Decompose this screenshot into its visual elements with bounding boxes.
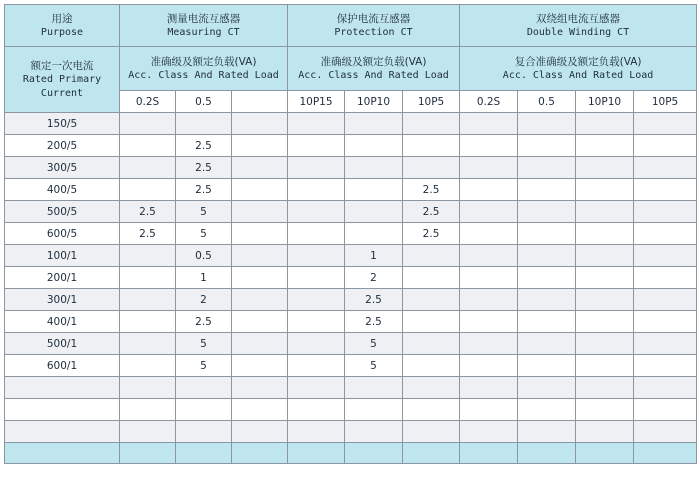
- load-value-cell: [232, 267, 288, 289]
- rated-current-cell: 100/1: [5, 245, 120, 267]
- load-value-cell: [634, 201, 697, 223]
- load-value-cell: 2.5: [176, 311, 232, 333]
- subcol-header: 0.2S: [120, 91, 176, 113]
- load-value-cell: 2: [176, 289, 232, 311]
- group-double-en: Double Winding CT: [526, 26, 630, 38]
- load-value-cell: [120, 135, 176, 157]
- load-value-cell: [288, 399, 345, 421]
- rated-current-cn: 额定一次电流: [30, 59, 94, 72]
- table-row: [5, 355, 697, 377]
- load-value-cell: [288, 113, 345, 135]
- load-value-cell: [576, 245, 634, 267]
- purpose-cn: 用途: [51, 12, 73, 25]
- load-value-cell: 5: [176, 201, 232, 223]
- group-double-winding: [460, 5, 697, 47]
- load-value-cell: [232, 223, 288, 245]
- rated-current-en2: Current: [40, 87, 84, 99]
- subcol-header: 10P5: [403, 91, 460, 113]
- load-value-cell: [232, 113, 288, 135]
- load-value-cell: [634, 421, 697, 443]
- load-value-cell: [345, 399, 403, 421]
- load-value-cell: [176, 421, 232, 443]
- load-value-cell: [120, 355, 176, 377]
- subcol-header: 10P5: [634, 91, 697, 113]
- load-value-cell: [460, 399, 518, 421]
- load-value-cell: [288, 333, 345, 355]
- load-value-cell: [634, 355, 697, 377]
- purpose-en: Purpose: [40, 26, 84, 38]
- load-value-cell: [288, 267, 345, 289]
- load-value-cell: [576, 201, 634, 223]
- group-protection: [288, 5, 460, 47]
- table-row: [5, 223, 697, 245]
- table-row: [5, 179, 697, 201]
- load-value-cell: [288, 223, 345, 245]
- table-row: [5, 201, 697, 223]
- load-value-cell: [518, 289, 576, 311]
- load-value-cell: [232, 421, 288, 443]
- load-value-cell: [120, 113, 176, 135]
- load-value-cell: [576, 135, 634, 157]
- rated-current-cell: [5, 399, 120, 421]
- load-value-cell: [345, 135, 403, 157]
- load-value-cell: [120, 179, 176, 201]
- load-value-cell: [460, 333, 518, 355]
- load-value-cell: 1: [345, 245, 403, 267]
- load-value-cell: 2.5: [176, 135, 232, 157]
- load-value-cell: [460, 421, 518, 443]
- rated-current-cell: 500/1: [5, 333, 120, 355]
- load-value-cell: 2.5: [176, 157, 232, 179]
- group-protection-cn: 保护电流互感器: [336, 12, 411, 25]
- load-value-cell: [460, 245, 518, 267]
- table-row: [5, 113, 697, 135]
- load-value-cell: 2.5: [120, 201, 176, 223]
- table-row: [5, 443, 697, 464]
- load-value-cell: [403, 311, 460, 333]
- rated-current-cell: 200/5: [5, 135, 120, 157]
- load-value-cell: [288, 443, 345, 464]
- load-value-cell: [232, 443, 288, 464]
- load-value-cell: [460, 355, 518, 377]
- load-value-cell: [460, 223, 518, 245]
- load-value-cell: [518, 157, 576, 179]
- load-value-cell: [345, 179, 403, 201]
- load-value-cell: 2.5: [120, 223, 176, 245]
- load-value-cell: [288, 157, 345, 179]
- load-value-cell: [518, 399, 576, 421]
- class-measuring-en: Acc. Class And Rated Load: [128, 69, 279, 81]
- load-value-cell: [403, 267, 460, 289]
- load-value-cell: [634, 179, 697, 201]
- load-value-cell: [576, 421, 634, 443]
- load-value-cell: [288, 377, 345, 399]
- load-value-cell: [518, 245, 576, 267]
- load-value-cell: [460, 201, 518, 223]
- class-protection: [288, 47, 460, 91]
- load-value-cell: [634, 223, 697, 245]
- group-measuring-cn: 测量电流互感器: [166, 12, 241, 25]
- load-value-cell: 1: [176, 267, 232, 289]
- subcol-header: 10P10: [576, 91, 634, 113]
- load-value-cell: [518, 179, 576, 201]
- table-row: [5, 245, 697, 267]
- load-value-cell: [634, 311, 697, 333]
- load-value-cell: [120, 245, 176, 267]
- load-value-cell: [403, 157, 460, 179]
- load-value-cell: [634, 157, 697, 179]
- load-value-cell: [232, 245, 288, 267]
- load-value-cell: [403, 289, 460, 311]
- load-value-cell: [518, 113, 576, 135]
- load-value-cell: [232, 135, 288, 157]
- load-value-cell: [345, 223, 403, 245]
- load-value-cell: [120, 443, 176, 464]
- load-value-cell: [518, 443, 576, 464]
- rated-current-en1: Rated Primary: [22, 73, 102, 85]
- load-value-cell: [176, 399, 232, 421]
- class-measuring-cn: 准确级及额定负载(VA): [150, 55, 257, 68]
- load-value-cell: [518, 267, 576, 289]
- load-value-cell: 2: [345, 267, 403, 289]
- load-value-cell: [634, 267, 697, 289]
- load-value-cell: [232, 289, 288, 311]
- load-value-cell: 0.5: [176, 245, 232, 267]
- load-value-cell: 2.5: [403, 223, 460, 245]
- load-value-cell: [634, 377, 697, 399]
- load-value-cell: [460, 267, 518, 289]
- load-value-cell: [576, 399, 634, 421]
- load-value-cell: [518, 223, 576, 245]
- load-value-cell: [232, 377, 288, 399]
- load-value-cell: [403, 377, 460, 399]
- load-value-cell: 5: [176, 355, 232, 377]
- load-value-cell: [176, 377, 232, 399]
- rated-current-cell: 400/5: [5, 179, 120, 201]
- load-value-cell: [518, 135, 576, 157]
- load-value-cell: [634, 399, 697, 421]
- class-protection-cn: 准确级及额定负载(VA): [320, 55, 427, 68]
- load-value-cell: [576, 377, 634, 399]
- rated-current-header: [5, 47, 120, 113]
- load-value-cell: [576, 289, 634, 311]
- load-value-cell: [288, 289, 345, 311]
- rated-current-cell: 300/1: [5, 289, 120, 311]
- class-double-en: Acc. Class And Rated Load: [502, 69, 654, 81]
- rated-current-cell: 600/5: [5, 223, 120, 245]
- table-row: [5, 267, 697, 289]
- load-value-cell: [120, 399, 176, 421]
- load-value-cell: 2.5: [345, 289, 403, 311]
- load-value-cell: [120, 333, 176, 355]
- load-value-cell: [518, 201, 576, 223]
- load-value-cell: [288, 179, 345, 201]
- subcol-header: [232, 91, 288, 113]
- rated-current-cell: 500/5: [5, 201, 120, 223]
- load-value-cell: [345, 421, 403, 443]
- class-measuring: [120, 47, 288, 91]
- load-value-cell: [403, 443, 460, 464]
- load-value-cell: [345, 113, 403, 135]
- load-value-cell: 2.5: [403, 179, 460, 201]
- load-value-cell: [288, 201, 345, 223]
- load-value-cell: [403, 245, 460, 267]
- table-row: [5, 421, 697, 443]
- load-value-cell: 2.5: [345, 311, 403, 333]
- load-value-cell: [345, 443, 403, 464]
- load-value-cell: [232, 311, 288, 333]
- load-value-cell: [576, 333, 634, 355]
- load-value-cell: [460, 113, 518, 135]
- load-value-cell: [460, 179, 518, 201]
- load-value-cell: [576, 113, 634, 135]
- subcol-header: 0.2S: [460, 91, 518, 113]
- load-value-cell: [576, 355, 634, 377]
- load-value-cell: [518, 421, 576, 443]
- load-value-cell: [232, 157, 288, 179]
- table-row: [5, 333, 697, 355]
- rated-current-cell: 150/5: [5, 113, 120, 135]
- load-value-cell: 2.5: [403, 201, 460, 223]
- load-value-cell: [120, 157, 176, 179]
- load-value-cell: [120, 421, 176, 443]
- group-protection-en: Protection CT: [334, 26, 413, 38]
- load-value-cell: [232, 399, 288, 421]
- load-value-cell: 5: [345, 333, 403, 355]
- load-value-cell: [120, 377, 176, 399]
- subcol-header: 10P15: [288, 91, 345, 113]
- load-value-cell: [345, 201, 403, 223]
- load-value-cell: [403, 399, 460, 421]
- rated-current-cell: [5, 443, 120, 464]
- load-value-cell: [576, 157, 634, 179]
- load-value-cell: [232, 355, 288, 377]
- rated-current-cell: 200/1: [5, 267, 120, 289]
- load-value-cell: 5: [345, 355, 403, 377]
- load-value-cell: [403, 355, 460, 377]
- load-value-cell: [634, 289, 697, 311]
- load-value-cell: 2.5: [176, 179, 232, 201]
- class-double: [460, 47, 697, 91]
- load-value-cell: [576, 443, 634, 464]
- class-protection-en: Acc. Class And Rated Load: [298, 69, 449, 81]
- load-value-cell: [576, 311, 634, 333]
- group-measuring: [120, 5, 288, 47]
- group-double-cn: 双绕组电流互感器: [536, 12, 621, 25]
- load-value-cell: [460, 135, 518, 157]
- table-row: [5, 289, 697, 311]
- load-value-cell: [634, 135, 697, 157]
- load-value-cell: [232, 333, 288, 355]
- load-value-cell: [634, 333, 697, 355]
- load-value-cell: [232, 179, 288, 201]
- load-value-cell: [120, 289, 176, 311]
- load-value-cell: [288, 355, 345, 377]
- load-value-cell: [518, 377, 576, 399]
- rated-current-cell: 300/5: [5, 157, 120, 179]
- load-value-cell: [403, 333, 460, 355]
- load-value-cell: [403, 113, 460, 135]
- header-row-class: [5, 47, 697, 91]
- table-row: [5, 157, 697, 179]
- load-value-cell: [634, 443, 697, 464]
- rated-current-cell: 400/1: [5, 311, 120, 333]
- table-row: [5, 377, 697, 399]
- subcol-header: 10P10: [345, 91, 403, 113]
- load-value-cell: [460, 157, 518, 179]
- load-value-cell: [460, 289, 518, 311]
- load-value-cell: [120, 267, 176, 289]
- load-value-cell: [634, 113, 697, 135]
- rated-current-cell: [5, 377, 120, 399]
- load-value-cell: [288, 421, 345, 443]
- ct-spec-table-wrapper: [4, 4, 696, 492]
- table-row: [5, 399, 697, 421]
- load-value-cell: [176, 113, 232, 135]
- header-row-groups: [5, 5, 697, 47]
- load-value-cell: 5: [176, 333, 232, 355]
- load-value-cell: [576, 267, 634, 289]
- load-value-cell: [288, 135, 345, 157]
- load-value-cell: [518, 311, 576, 333]
- load-value-cell: [232, 201, 288, 223]
- purpose-header: [5, 5, 120, 47]
- subcol-header: 0.5: [176, 91, 232, 113]
- load-value-cell: [634, 245, 697, 267]
- load-value-cell: [345, 157, 403, 179]
- load-value-cell: [176, 443, 232, 464]
- load-value-cell: [460, 443, 518, 464]
- load-value-cell: [288, 311, 345, 333]
- load-value-cell: [403, 421, 460, 443]
- load-value-cell: [288, 245, 345, 267]
- table-row: [5, 135, 697, 157]
- load-value-cell: [403, 135, 460, 157]
- rated-current-cell: 600/1: [5, 355, 120, 377]
- rated-current-cell: [5, 421, 120, 443]
- load-value-cell: [576, 179, 634, 201]
- load-value-cell: [518, 355, 576, 377]
- group-measuring-en: Measuring CT: [167, 26, 240, 38]
- class-double-cn: 复合准确级及额定负载(VA): [514, 55, 642, 68]
- load-value-cell: [460, 377, 518, 399]
- ct-spec-table: [4, 4, 697, 464]
- load-value-cell: [576, 223, 634, 245]
- table-row: [5, 311, 697, 333]
- load-value-cell: [518, 333, 576, 355]
- subcol-header: 0.5: [518, 91, 576, 113]
- load-value-cell: [345, 377, 403, 399]
- load-value-cell: [120, 311, 176, 333]
- load-value-cell: [460, 311, 518, 333]
- load-value-cell: 5: [176, 223, 232, 245]
